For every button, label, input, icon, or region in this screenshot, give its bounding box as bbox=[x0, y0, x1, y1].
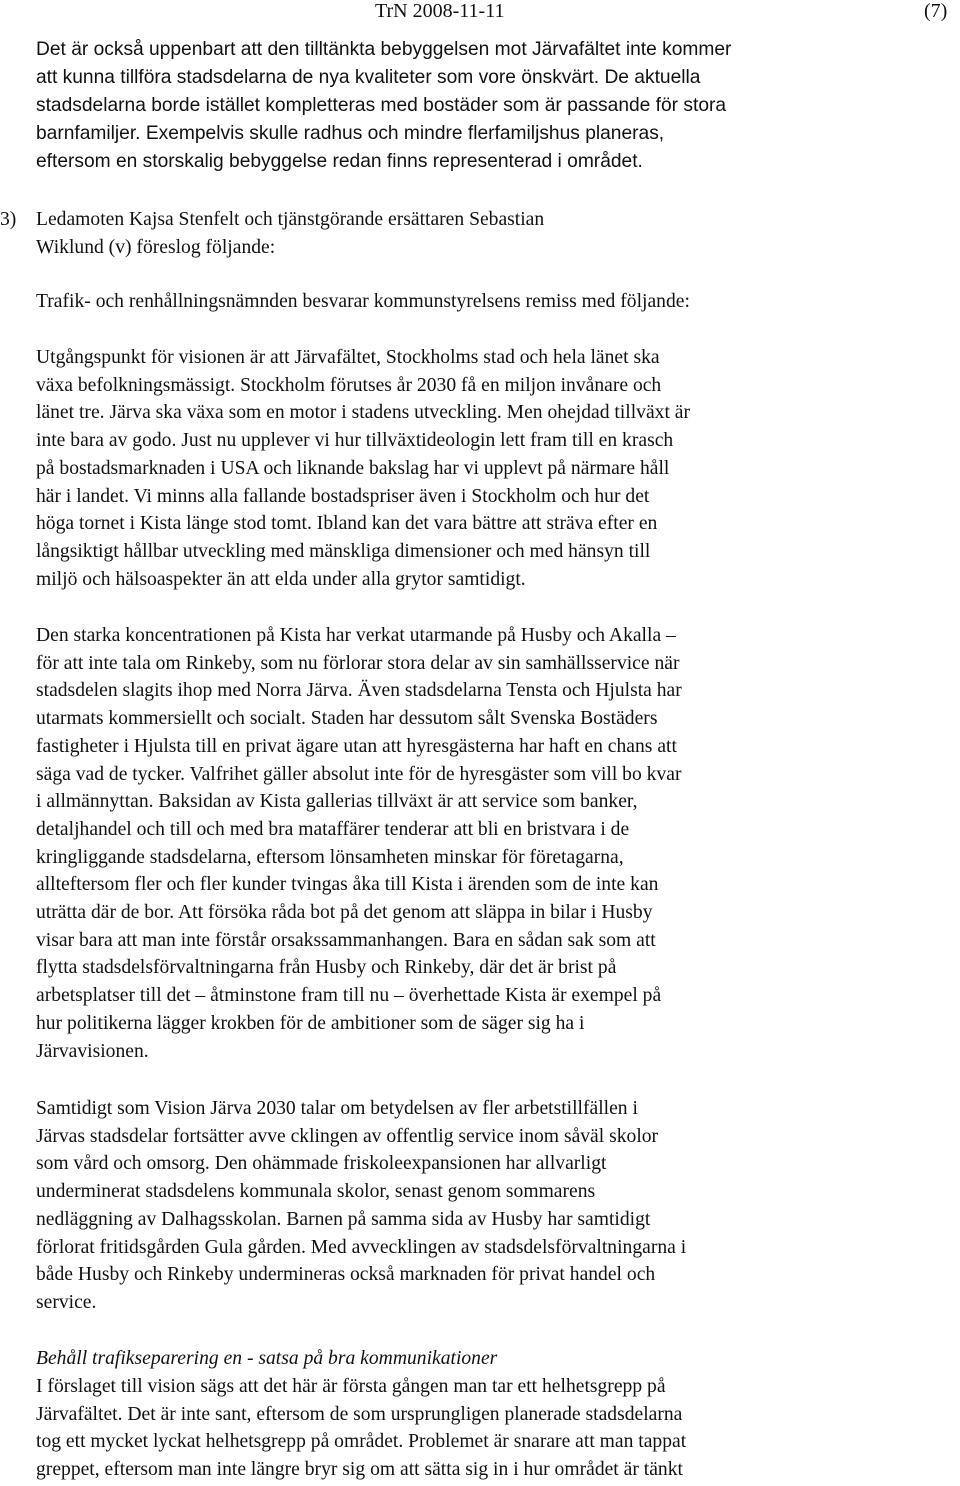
item-number: 3) bbox=[0, 209, 17, 230]
paragraph-kista bbox=[36, 622, 936, 1065]
text-line: i allmännyttan. Baksidan av Kista gallerias tillväxt är att service som banker, bbox=[36, 791, 638, 813]
text-line: långsiktigt hållbar utveckling med mänskliga dimensioner och med hänsyn till bbox=[36, 540, 651, 562]
text-line: tog ett mycket lyckat helhetsgrepp på området. Problemet är snarare att man tappat bbox=[36, 1431, 687, 1453]
paragraph-vision bbox=[36, 1095, 936, 1317]
text-line: visar bara att man inte förstår orsakssammanhangen. Bara en sådan sak som att bbox=[36, 929, 656, 951]
text-line: eftersom en storskalig bebyggelse redan finns representerad i området. bbox=[36, 151, 643, 172]
text-line: I förslaget till vision sägs att det här är första gången man tar ett helhetsgrepp på bbox=[36, 1376, 666, 1397]
text-line: nedläggning av Dalhagsskolan. Barnen på samma sida av Husby har samtidigt bbox=[36, 1208, 651, 1230]
text-line: Wiklund (v) föreslog följande: bbox=[36, 236, 276, 258]
text-line: allteftersom fler och fler kunder tvingas åka till Kista i ärenden som de inte kan bbox=[36, 874, 659, 896]
text-line: hur politikerna lägger krokben för de ambitioner som de säger sig ha i bbox=[36, 1012, 585, 1034]
text-line: länet tre. Järva ska växa som en motor i stadens utveckling. Men ohejdad tillväxt är bbox=[36, 402, 691, 424]
text-line: här i landet. Vi minns alla fallande bostadspriser även i Stockholm och hur det bbox=[36, 485, 650, 507]
text-line: service. bbox=[36, 1291, 97, 1313]
text-line: stadsdelen slagits ihop med Norra Järva. Även stadsdelarna Tensta och Hjulsta har bbox=[36, 680, 682, 702]
text-line: detaljhandel och till och med bra mataffärer tenderar att bli en bristvara i de bbox=[36, 818, 630, 840]
text-line: underminerat stadsdelens kommunala skolor, senast genom sommarens bbox=[36, 1181, 596, 1203]
paragraph-utgangspunkt bbox=[36, 344, 936, 593]
text-line: Järvavisionen. bbox=[36, 1040, 149, 1062]
text-line: Ledamoten Kajsa Stenfelt och tjänstgörande ersättaren Sebastian bbox=[36, 209, 545, 230]
text-line: fastigheter i Hjulsta till en privat ägare utan att hyresgästerna har haft en chans att bbox=[36, 735, 677, 757]
text-line: miljö och hälsoaspekter än att elda under alla grytor samtidigt. bbox=[36, 568, 526, 590]
text-line: Trafik- och renhållningsnämnden besvarar kommunstyrelsens remiss med följande: bbox=[36, 291, 690, 312]
text-line: Järvas stadsdelar fortsätter avve cklingen av offentlig service inom såväl skolor bbox=[36, 1125, 659, 1147]
text-line: greppet, eftersom man inte längre bryr sig om att sätta sig in i hur området är tänkt bbox=[36, 1459, 683, 1481]
text-line: både Husby och Rinkeby undermineras också marknaden för privat handel och bbox=[36, 1264, 656, 1286]
section-heading: Behåll trafikseparering en - satsa på bra kommunikationer bbox=[36, 1348, 498, 1369]
text-line: barnfamiljer. Exempelvis skulle radhus och mindre flerfamiljshus planeras, bbox=[36, 123, 665, 144]
intro-paragraph bbox=[36, 36, 936, 176]
text-line: som vård och omsorg. Den ohämmade friskoleexpansionen har allvarligt bbox=[36, 1153, 607, 1175]
text-line: säga vad de tycker. Valfrihet gäller absolut inte för de hyresgäster som vill bo kvar bbox=[36, 763, 682, 785]
header-date: TrN 2008-11-11 bbox=[375, 0, 505, 22]
text-line: förlorat fritidsgården Gula gården. Med avvecklingen av stadsdelsförvaltningarna i bbox=[36, 1236, 687, 1258]
page-number: (7) bbox=[924, 0, 948, 22]
text-line: inte bara av godo. Just nu upplever vi hur tillväxtideologin lett fram till en krasch bbox=[36, 430, 674, 452]
text-line: att kunna tillföra stadsdelarna de nya kvaliteter som vore önskvärt. De aktuella bbox=[36, 67, 701, 88]
item-intro bbox=[36, 206, 936, 261]
text-line: på bostadsmarknaden i USA och liknande bakslag har vi upplevt på närmare håll bbox=[36, 457, 670, 479]
text-line: uträtta där de bor. Att försöka råda bot på det genom att släppa in bilar i Husby bbox=[36, 902, 653, 924]
text-line: Järvafältet. Det är inte sant, eftersom de som ursprungligen planerade stadsdelarna bbox=[36, 1403, 683, 1425]
text-line: Den starka koncentrationen på Kista har verkat utarmande på Husby och Akalla – bbox=[36, 625, 676, 646]
text-line: för att inte tala om Rinkeby, som nu förlorar stora delar av sin samhällsservice när bbox=[36, 652, 680, 674]
text-line: kringliggande stadsdelarna, eftersom lönsamheten minskar för företagarna, bbox=[36, 846, 624, 868]
text-line: flytta stadsdelsförvaltningarna från Husby och Rinkeby, där det är brist på bbox=[36, 957, 617, 979]
text-line: växa befolkningsmässigt. Stockholm förutses år 2030 få en miljon invånare och bbox=[36, 374, 662, 396]
text-line: stadsdelarna borde istället kompletteras med bostäder som är passande för stora bbox=[36, 95, 727, 116]
paragraph-remiss bbox=[36, 288, 936, 316]
text-line: utarmats kommersiellt och socialt. Staden har dessutom sålt Svenska Bostäders bbox=[36, 708, 658, 730]
text-line: Utgångspunkt för visionen är att Järvafältet, Stockholms stad och hela länet ska bbox=[36, 347, 660, 368]
paragraph-helhetsgrepp bbox=[36, 1373, 936, 1484]
text-line: Det är också uppenbart att den tilltänkta bebyggelsen mot Järvafältet inte kommer bbox=[36, 39, 732, 60]
text-line: arbetsplatser till det – åtminstone fram till nu – överhettade Kista är exempel på bbox=[36, 985, 662, 1007]
text-line: höga tornet i Kista länge stod tomt. Ibland kan det vara bättre att sträva efter en bbox=[36, 513, 658, 535]
text-line: Samtidigt som Vision Järva 2030 talar om betydelsen av fler arbetstillfällen i bbox=[36, 1098, 638, 1119]
